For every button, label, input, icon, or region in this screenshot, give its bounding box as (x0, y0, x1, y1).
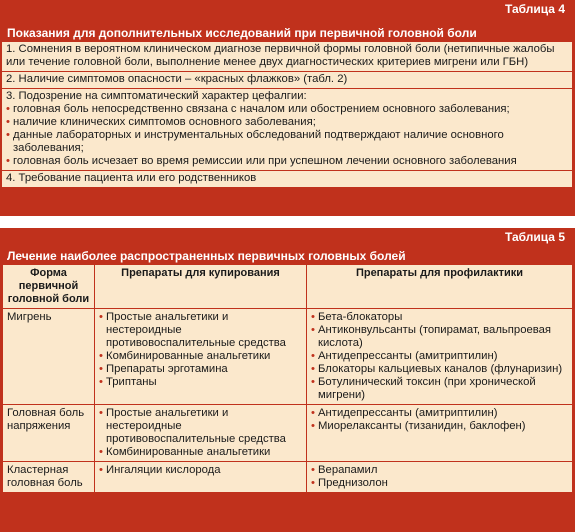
list-item: • Простые анальгетики и нестероидные противовоспалительные средства (99, 311, 286, 349)
list-item: • Преднизолон (311, 477, 388, 489)
relief-cell (95, 462, 307, 493)
list-item: • данные лабораторных и инструментальных обследований подтверждают наличие основного заболевания; (6, 129, 504, 154)
list-item: • Комбинированные анальгетики (99, 350, 271, 362)
list-item: • Миорелаксанты (тизанидин, баклофен) (311, 420, 526, 432)
list-item: • Антиконвульсанты (топирамат, вальпроевая кислота) (311, 324, 552, 349)
form-cell: Головная боль напряжения (3, 405, 95, 462)
table-5-header (0, 228, 575, 264)
table-row (3, 405, 573, 462)
table-4 (0, 0, 575, 216)
form-cell: Мигрень (3, 309, 95, 405)
list-item: • Ингаляции кислорода (99, 464, 221, 476)
table-4-row-3 (2, 88, 572, 170)
table-4-rows (2, 42, 572, 187)
table-4-row-2: 2. Наличие симптомов опасности – «красных флажков» (табл. 2) (2, 71, 572, 88)
list-item: • Верапамил (311, 464, 378, 476)
list-item: • Ботулинический токсин (при хронической мигрени) (311, 376, 536, 401)
bullet-icon: • (6, 116, 10, 128)
table-row (3, 309, 573, 405)
list-item: • Препараты эрготамина (99, 363, 228, 375)
table-4-number: Таблица 4 (504, 2, 565, 16)
list-item: • Простые анальгетики и нестероидные противовоспалительные средства (99, 407, 286, 445)
table-4-title: Показания для дополнительных исследований при первичной головной боли (7, 26, 477, 40)
form-cell: Кластерная головная боль (3, 462, 95, 493)
column-header: Препараты для купирования (95, 265, 307, 309)
table-row (3, 462, 573, 493)
prevention-cell (307, 309, 573, 405)
table-header-row (3, 265, 573, 309)
table-4-row-3-title: 3. Подозрение на симптоматический характер цефалгии: (6, 90, 307, 102)
list-item: • головная боль непосредственно связана с началом или обострением основного заболевания; (6, 103, 510, 115)
table-4-row-1: 1. Сомнения в вероятном клиническом диагнозе первичной формы головной боли (нетипичные жалобы или течение головной боли, выполнение менее двух диагностических критериев мигрени или ГБН) (2, 42, 572, 71)
prevention-cell (307, 405, 573, 462)
treatment-table (2, 264, 573, 493)
column-header: Форма первичной головной боли (3, 265, 95, 309)
table-4-header (0, 0, 575, 42)
relief-cell (95, 405, 307, 462)
bullet-icon: • (6, 103, 10, 115)
relief-cell (95, 309, 307, 405)
list-item: • Антидепрессанты (амитриптилин) (311, 407, 498, 419)
column-header: Препараты для профилактики (307, 265, 573, 309)
table-gap (0, 216, 575, 228)
table-4-row-4: 4. Требование пациента или его родственников (2, 170, 572, 187)
bullet-icon: • (6, 155, 10, 167)
list-item: • головная боль исчезает во время ремиссии или при успешном лечении основного заболевания (6, 155, 517, 167)
table-5 (0, 228, 575, 532)
list-item: • Триптаны (99, 376, 157, 388)
list-item: • Блокаторы кальциевых каналов (флунаризин) (311, 363, 563, 375)
prevention-cell (307, 462, 573, 493)
bullet-icon: • (6, 129, 10, 141)
list-item: • Антидепрессанты (амитриптилин) (311, 350, 498, 362)
list-item: • Комбинированные анальгетики (99, 446, 271, 458)
table-5-title: Лечение наиболее распространенных первичных головных болей (7, 249, 406, 263)
list-item: • Бета-блокаторы (311, 311, 403, 323)
list-item: • наличие клинических симптомов основного заболевания; (6, 116, 316, 128)
table-5-number: Таблица 5 (504, 230, 565, 244)
